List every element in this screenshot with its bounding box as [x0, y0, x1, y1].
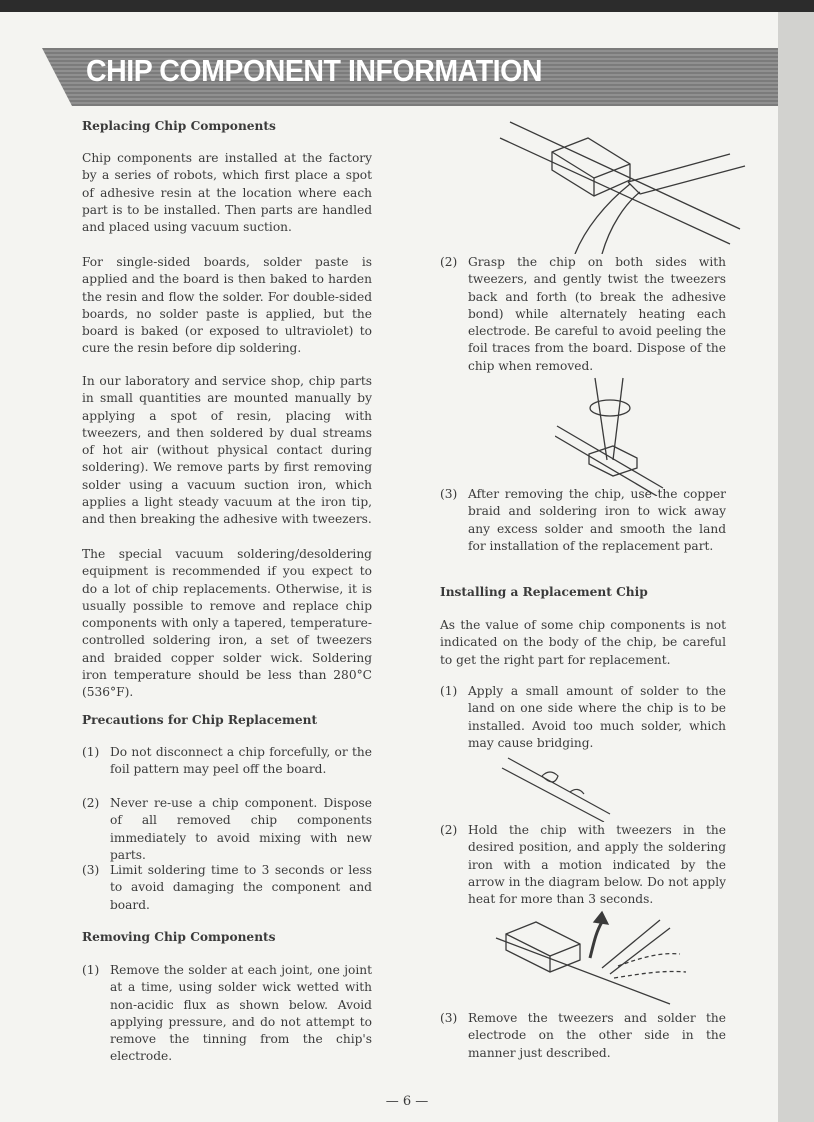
item-number: (1)	[82, 963, 100, 977]
item-text: Never re-use a chip component. Dispose of all removed chip components immediately to avoid mixing with new parts.	[110, 796, 372, 862]
replacing-p1: Chip components are installed at the factory by a series of robots, which first place a spot of adhesive resin at the location where each part is to be installed. Then parts are handled and placed using vacuum suction.	[82, 151, 372, 235]
land-solder-illustration	[500, 752, 620, 822]
removing-heading: Removing Chip Components	[82, 930, 276, 944]
removing-item-2	[440, 254, 726, 375]
item-number: (2)	[82, 796, 100, 810]
installing-item-1	[440, 683, 726, 752]
tweezers-twist-illustration	[555, 376, 665, 496]
item-number: (3)	[440, 1011, 458, 1025]
page-edge-strip	[778, 12, 814, 1122]
item-text: Limit soldering time to 3 seconds or less to avoid damaging the component and board.	[110, 863, 372, 912]
item-number: (1)	[82, 745, 100, 759]
item-text: Remove the tweezers and solder the electrode on the other side in the manner just described.	[468, 1011, 726, 1060]
replacing-p3: In our laboratory and service shop, chip parts in small quantities are mounted manually by applying a spot of resin, placing with tweezers, and then soldered by dual streams of hot air (without physical contact during soldering). We remove parts by first removing solder using a vacuum suction iron, which applies a light steady vacuum at the iron tip, and then breaking the adhesive with tweezers.	[82, 374, 372, 527]
item-number: (2)	[440, 823, 458, 837]
precaution-item-3	[82, 862, 372, 914]
item-text: After removing the chip, use the copper braid and soldering iron to wick away any excess solder and smooth the land for installation of the replacement part.	[468, 487, 726, 553]
item-text: Grasp the chip on both sides with tweezers, and gently twist the tweezers back and forth (to break the adhesive bond) while alternately heating each electrode. Be careful to avoid peeling the foil traces from the board. Dispose of the chip when removed.	[468, 255, 726, 373]
precaution-item-1	[82, 744, 372, 779]
page-title: CHIP COMPONENT INFORMATION	[86, 53, 542, 88]
item-number: (3)	[440, 487, 458, 501]
solder-wick-illustration	[490, 114, 760, 254]
item-number: (2)	[440, 255, 458, 269]
installing-intro: As the value of some chip components is not indicated on the body of the chip, be careful to get the right part for replacement.	[440, 618, 726, 667]
installing-heading: Installing a Replacement Chip	[440, 585, 648, 599]
replacing-heading: Replacing Chip Components	[82, 119, 276, 133]
item-number: (3)	[82, 863, 100, 877]
installing-item-3	[440, 1010, 726, 1062]
removing-item-3	[440, 486, 726, 555]
precaution-item-2	[82, 795, 372, 864]
item-text: Remove the solder at each joint, one joint at a time, using solder wick wetted with non-acidic flux as shown below. Avoid applying pressure, and do not attempt to remove the tinning from the chip's electrode.	[110, 963, 372, 1064]
replacing-p2: For single-sided boards, solder paste is applied and the board is then baked to harden the resin and flow the solder. For double-sided boards, no solder paste is applied, but the board is baked (or exposed to ultraviolet) to cure the resin before dip soldering.	[82, 255, 372, 356]
replacing-p4: The special vacuum soldering/desoldering equipment is recommended if you expect to do a lot of chip replacements. Otherwise, it is usually possible to remove and replace chip components with only a tapered, temperature-controlled soldering iron, a set of tweezers and braided copper solder wick. Soldering iron temperature should be less than 280°C (536°F).	[82, 547, 372, 700]
removing-item-1	[82, 962, 372, 1066]
item-text: Hold the chip with tweezers in the desired position, and apply the soldering iron with a motion indicated by the arrow in the diagram below. Do not apply heat for more than 3 seconds.	[468, 823, 726, 907]
top-edge-bar	[0, 0, 814, 12]
item-text: Apply a small amount of solder to the land on one side where the chip is to be installed. Avoid too much solder, which may cause bridging.	[468, 684, 726, 750]
precautions-heading: Precautions for Chip Replacement	[82, 713, 318, 727]
installing-item-2	[440, 822, 726, 908]
page-number: — 6 —	[385, 1094, 429, 1109]
item-text: Do not disconnect a chip forcefully, or the foil pattern may peel off the board.	[110, 745, 372, 777]
soldering-chip-illustration	[490, 908, 690, 1008]
item-number: (1)	[440, 684, 458, 698]
